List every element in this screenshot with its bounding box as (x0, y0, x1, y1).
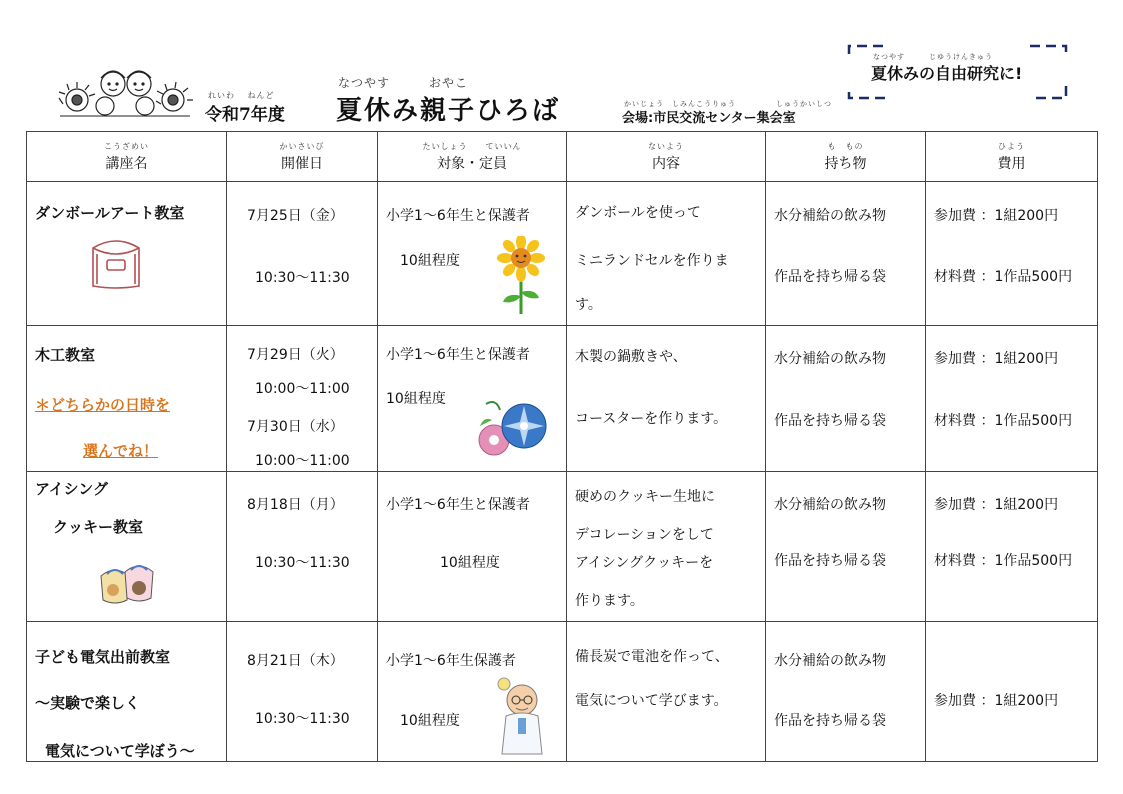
table-row (27, 622, 1098, 762)
course-name-cell (27, 622, 227, 762)
course-name: ダンボールアート教室 (35, 204, 185, 222)
item: 水分補給の飲み物 (774, 497, 886, 513)
target: 小学1～6年生と保護者 (386, 208, 530, 224)
target-cell (378, 326, 567, 472)
course-subtitle: 電気について学ぼう～ (45, 742, 195, 760)
date: 7月30日（水） (247, 419, 344, 435)
items-cell (766, 622, 926, 762)
fee-cell (926, 622, 1098, 762)
free-research-stamp (845, 42, 1070, 102)
fee: 材料費 ：1作品500円 (934, 413, 1073, 429)
stamp-text: 夏休みの自由研究に! (871, 64, 1023, 83)
fee: 材料費 ：1作品500円 (934, 269, 1073, 285)
capacity: 10組程度 (400, 713, 460, 729)
course-name: 木工教室 (35, 346, 96, 364)
column-header: かいさいび 開催日 (227, 132, 378, 182)
fee: 材料費 ：1作品500円 (934, 553, 1073, 569)
course-name-cell (27, 326, 227, 472)
column-header: も もの 持ち物 (766, 132, 926, 182)
schedule-table (26, 131, 1098, 762)
content-line: アイシングクッキーを (575, 555, 714, 571)
content-line: 硬めのクッキー生地に (575, 489, 715, 505)
course-subtitle: ～実験で楽しく (35, 694, 141, 712)
date-cell (227, 472, 378, 622)
page-title: 夏休み親子ひろば (336, 96, 561, 126)
content-line: ダンボールを使って (575, 205, 701, 221)
capacity: 10組程度 (386, 391, 446, 407)
time: 10:00～11:00 (255, 381, 350, 397)
era-furigana: れいわ ねんど (208, 91, 275, 100)
capacity: 10組程度 (400, 253, 460, 269)
schedule-note: ＊どちらかの日時を (35, 396, 171, 414)
item: 作品を持ち帰る袋 (774, 269, 886, 285)
date: 8月21日（木） (247, 653, 344, 669)
item: 水分補給の飲み物 (774, 653, 886, 669)
date-cell (227, 182, 378, 326)
item: 水分補給の飲み物 (774, 208, 886, 224)
item: 水分補給の飲み物 (774, 351, 886, 367)
date-cell (227, 622, 378, 762)
venue: 会場:市民交流センター集会室 (622, 111, 796, 126)
items-cell (766, 472, 926, 622)
date-cell (227, 326, 378, 472)
fiscal-year: 令和7年度 (205, 105, 285, 125)
content-cell (567, 622, 766, 762)
items-cell (766, 182, 926, 326)
content-line: 作ります。 (575, 593, 644, 609)
content-line: コースターを作ります。 (575, 411, 728, 427)
title-furigana: なつやす おやこ (338, 76, 469, 90)
fee: 参加費 ：1組200円 (934, 351, 1059, 367)
target-cell (378, 472, 567, 622)
table-header-row (27, 132, 1098, 182)
time: 10:00～11:00 (255, 453, 350, 469)
content-cell (567, 472, 766, 622)
content-line: す。 (575, 297, 602, 313)
date: 8月18日（月） (247, 497, 344, 513)
column-header: ないよう 内容 (567, 132, 766, 182)
capacity: 10組程度 (440, 555, 500, 571)
time: 10:30～11:30 (255, 711, 350, 727)
content-cell (567, 326, 766, 472)
time: 10:30～11:30 (255, 555, 350, 571)
fee: 参加費 ：1組200円 (934, 693, 1059, 709)
cookie-bags-icon (95, 556, 159, 606)
fee-cell (926, 182, 1098, 326)
course-name: クッキー教室 (53, 518, 144, 536)
school-bag-icon (85, 234, 147, 292)
fee-cell (926, 472, 1098, 622)
sunflower-icon (494, 236, 548, 316)
content-line: 木製の鍋敷きや、 (575, 349, 687, 365)
item: 作品を持ち帰る袋 (774, 413, 886, 429)
column-header: ひよう 費用 (926, 132, 1098, 182)
fee-cell (926, 326, 1098, 472)
fee: 参加費 ：1組200円 (934, 208, 1059, 224)
venue-furigana: かいじょう しみんこうりゅう しゅうかいしつ (624, 100, 832, 108)
date: 7月25日（金） (247, 208, 344, 224)
scientist-icon (490, 674, 550, 758)
column-header: たいしょう ていいん 対象・定員 (378, 132, 567, 182)
course-name-cell (27, 472, 227, 622)
schedule-note: 選んでね！ (83, 442, 159, 460)
course-name: アイシング (35, 480, 108, 498)
content-line: 電気について学びます。 (575, 693, 728, 709)
date: 7月29日（火） (247, 347, 344, 363)
content-line: ミニランドセルを作りま (575, 253, 729, 269)
table-row (27, 472, 1098, 622)
content-cell (567, 182, 766, 326)
column-header: こうざめい 講座名 (27, 132, 227, 182)
target: 小学1～6年生と保護者 (386, 347, 530, 363)
target: 小学1～6年生保護者 (386, 653, 516, 669)
sunflower-kids-logo (55, 64, 195, 122)
target-cell (378, 622, 567, 762)
table-row (27, 326, 1098, 472)
content-line: デコレーションをして (575, 527, 714, 543)
content-line: 備長炭で電池を作って、 (575, 649, 729, 665)
time: 10:30～11:30 (255, 270, 350, 286)
course-name-cell (27, 182, 227, 326)
target: 小学1～6年生と保護者 (386, 497, 530, 513)
items-cell (766, 326, 926, 472)
stamp-furigana: なつやす じゆうけんきゅう (873, 53, 993, 61)
fee: 参加費 ：1組200円 (934, 497, 1059, 513)
item: 作品を持ち帰る袋 (774, 553, 886, 569)
table-row (27, 182, 1098, 326)
target-cell (378, 182, 567, 326)
course-name: 子ども電気出前教室 (35, 648, 171, 666)
item: 作品を持ち帰る袋 (774, 713, 886, 729)
morning-glory-icon (474, 396, 552, 458)
